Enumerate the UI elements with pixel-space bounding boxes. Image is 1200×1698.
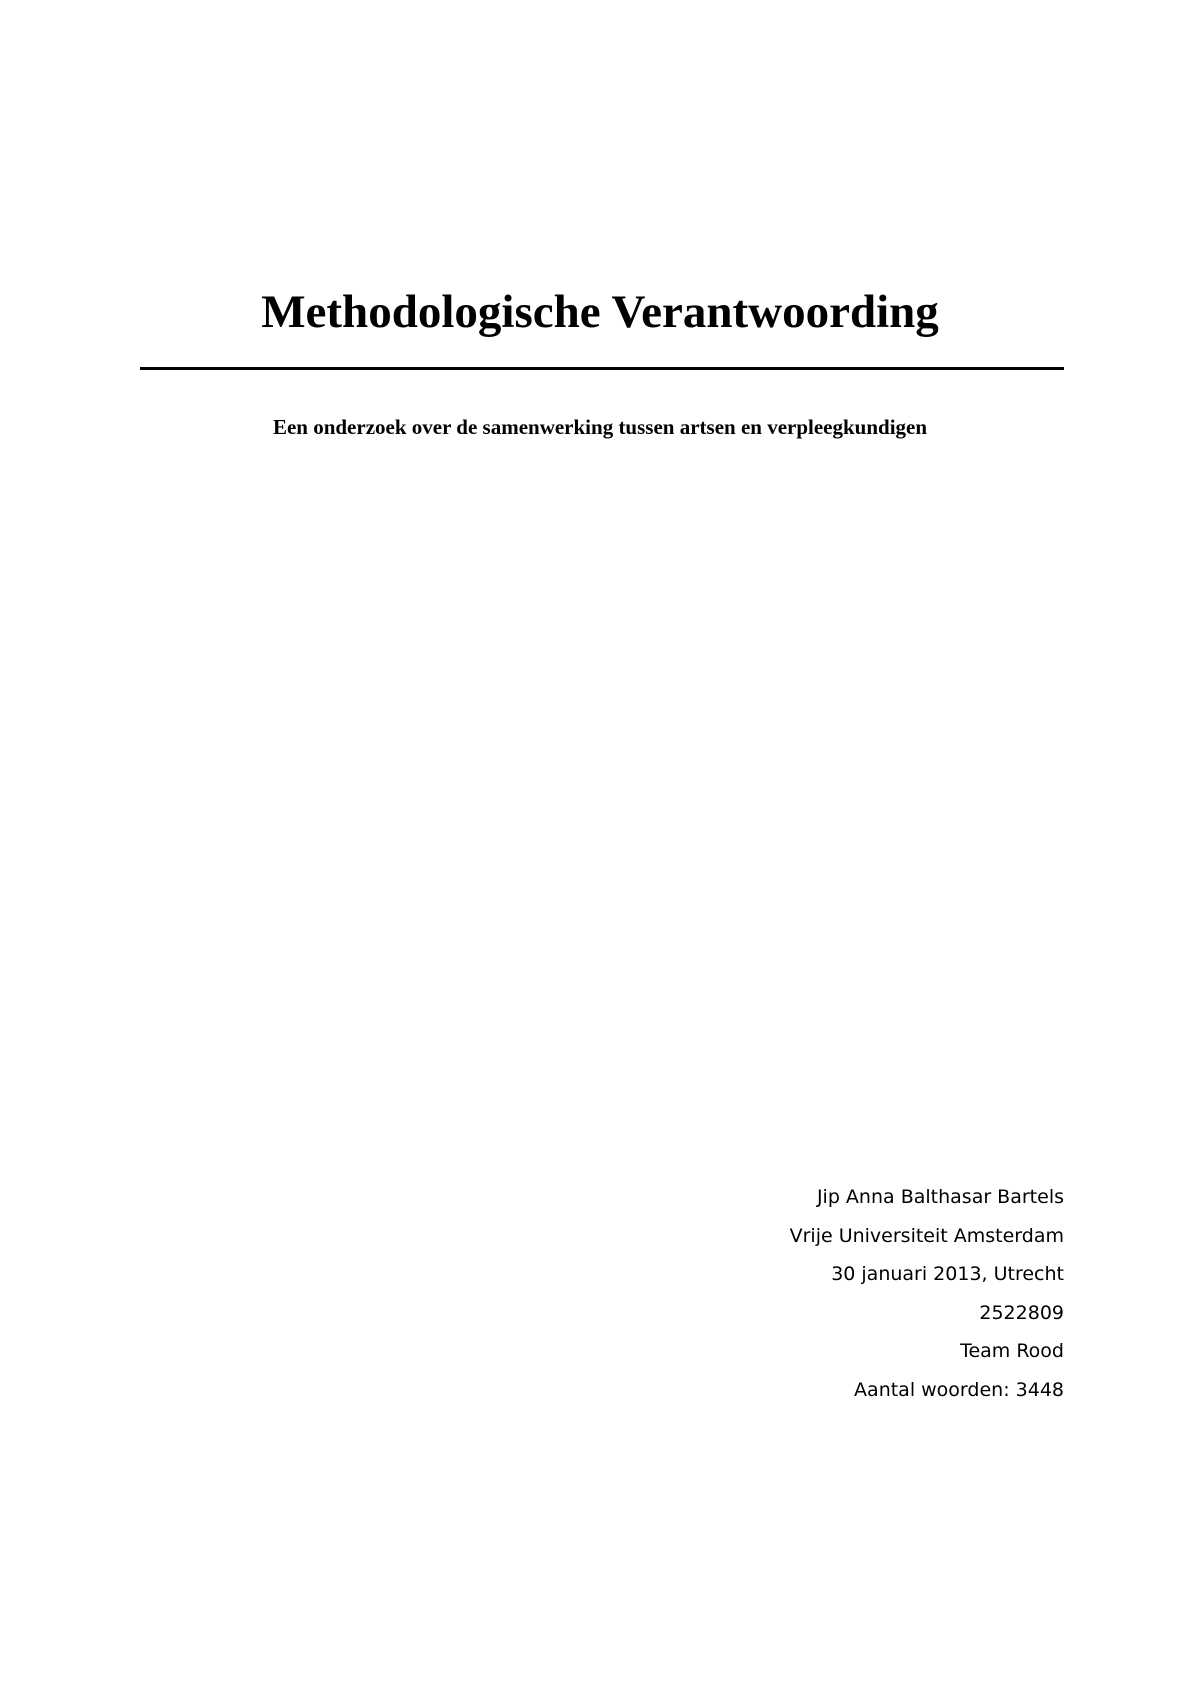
author-team: Team Rood: [960, 1340, 1064, 1362]
author-date-place: 30 januari 2013, Utrecht: [831, 1263, 1064, 1285]
author-student-number: 2522809: [979, 1301, 1064, 1324]
title-divider: [140, 367, 1064, 370]
author-info-block: [790, 1182, 1064, 1413]
author-university: Vrije Universiteit Amsterdam: [789, 1224, 1064, 1247]
document-subtitle: Een onderzoek over de samenwerking tussen artsen en verpleegkundigen: [272, 415, 928, 439]
author-word-count: Aantal woorden: 3448: [854, 1378, 1064, 1401]
author-name: Jip Anna Balthasar Bartels: [816, 1186, 1064, 1208]
document-title: Methodologische Verantwoording: [261, 286, 939, 338]
